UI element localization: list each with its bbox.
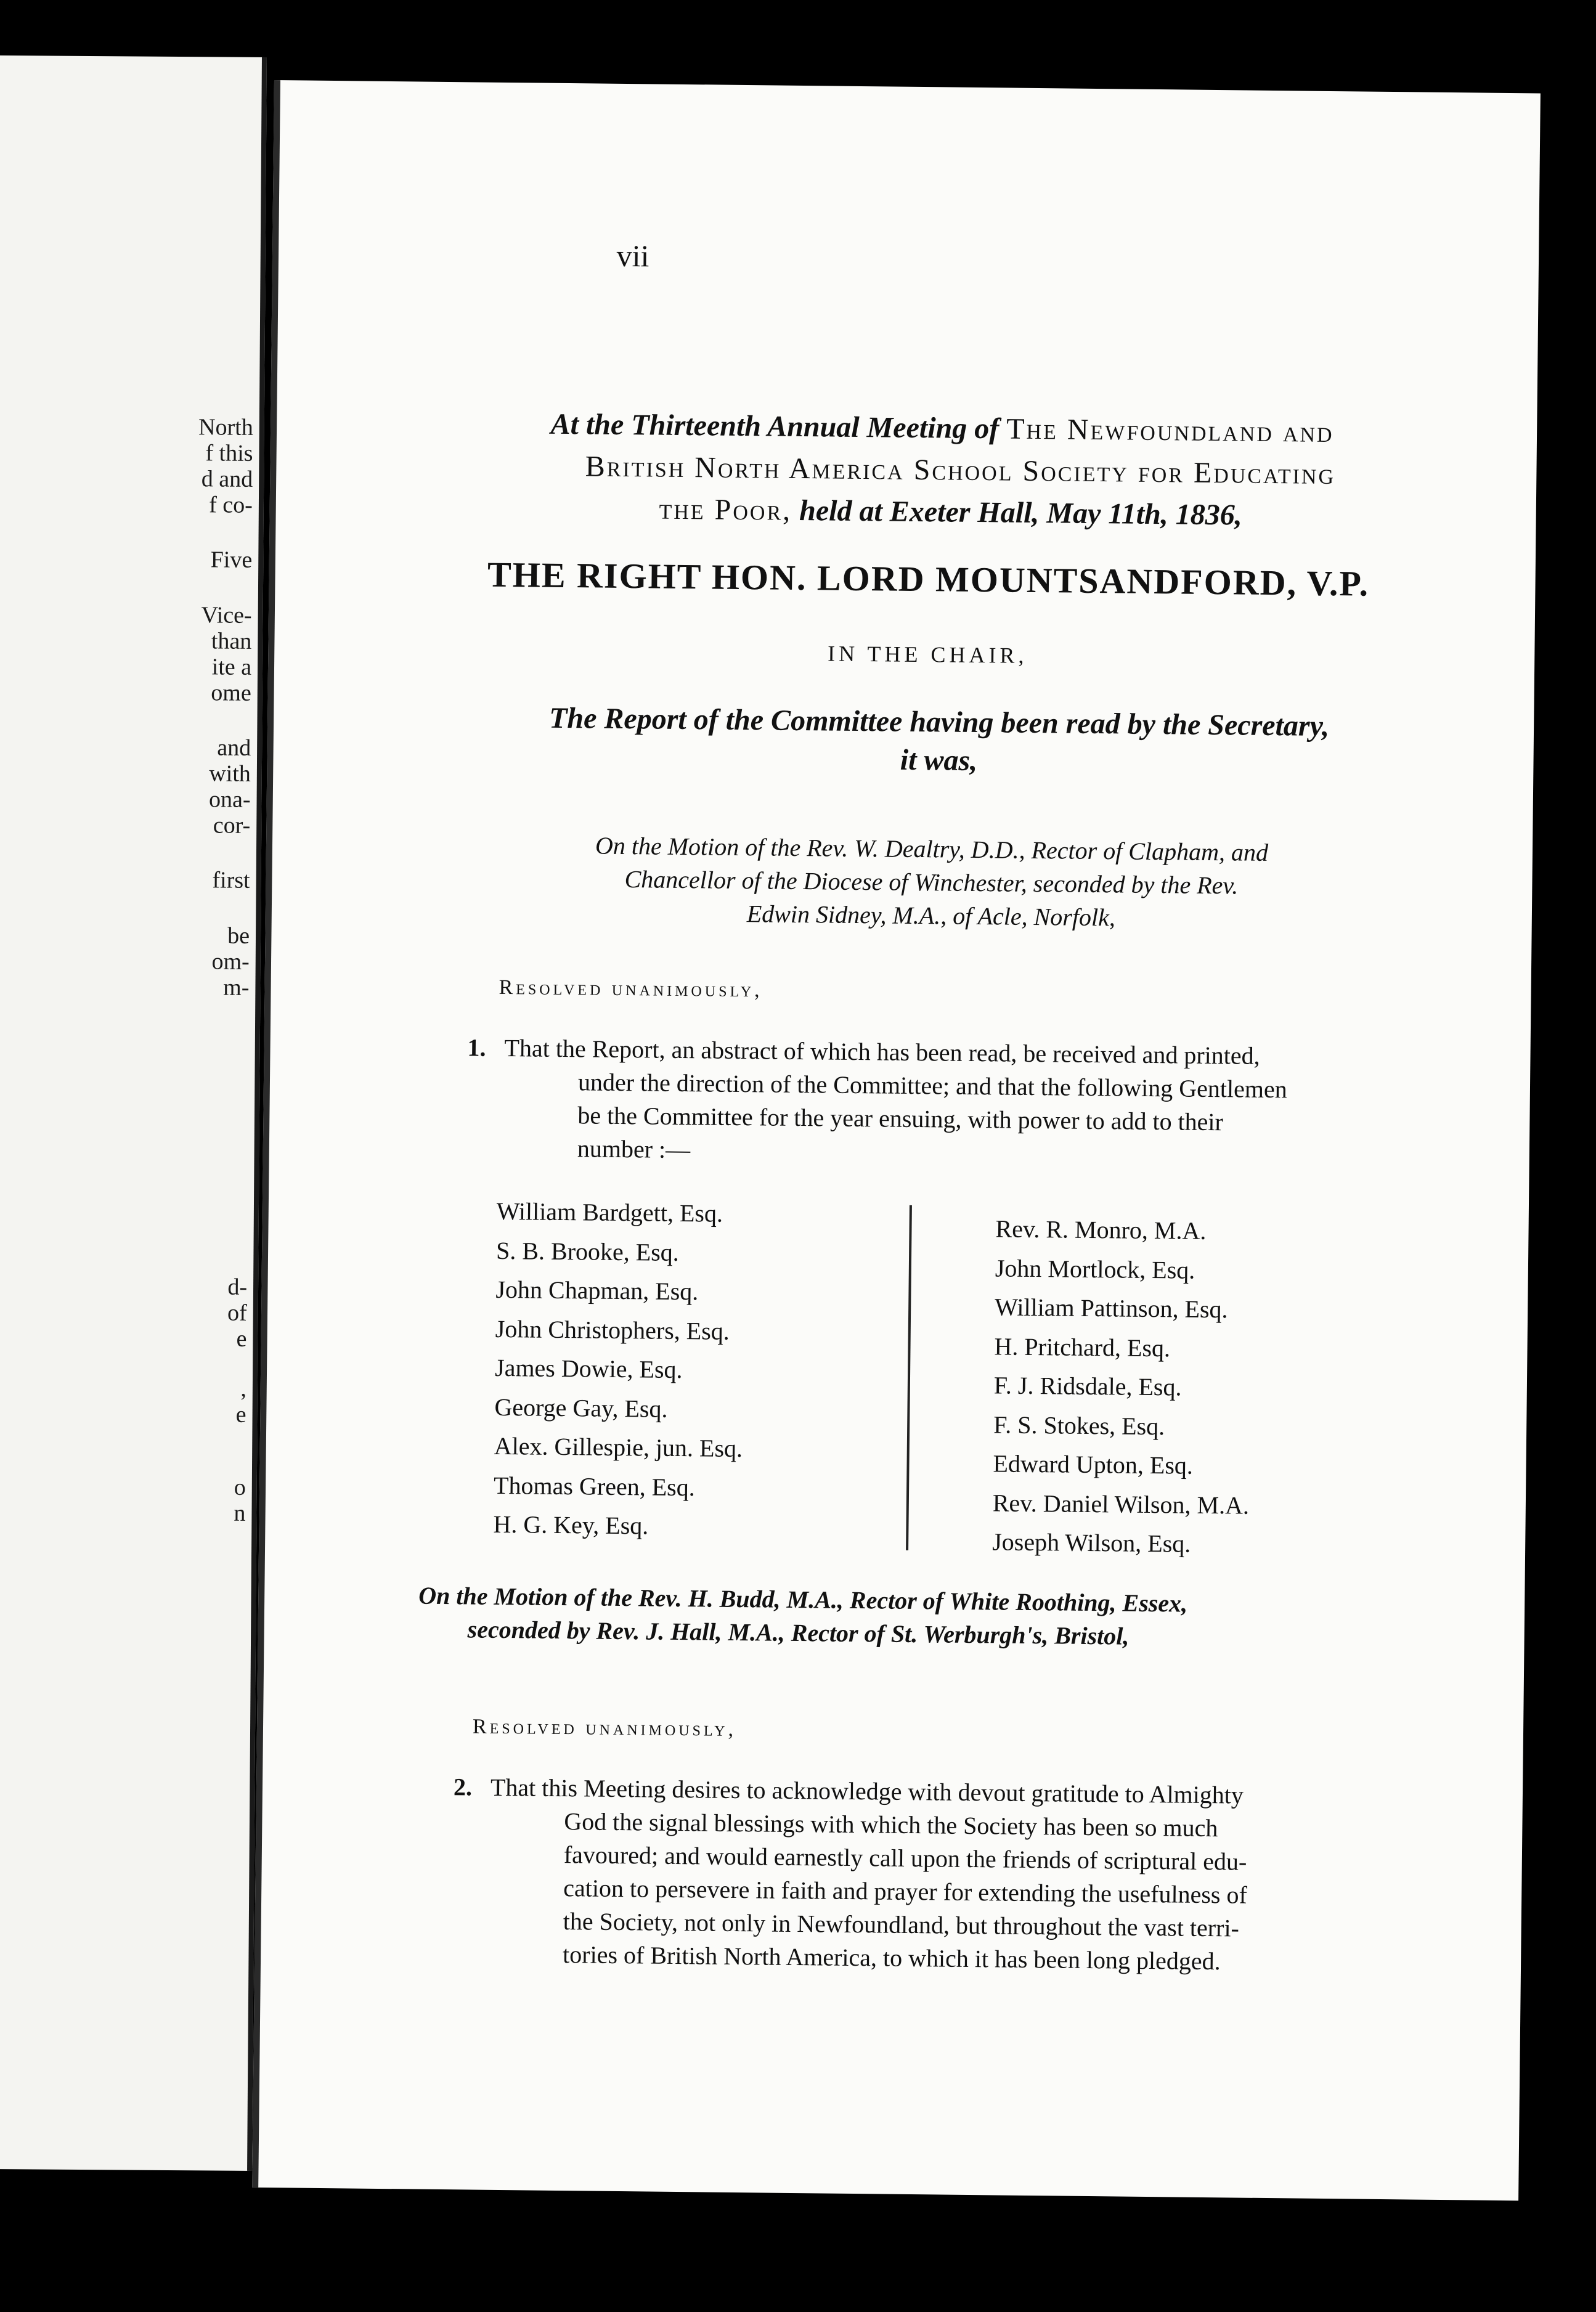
committee-member: Thomas Green, Esq. — [493, 1471, 695, 1501]
heading-italic-3: held at Exeter Hall, May 11th, 1836, — [799, 494, 1243, 532]
margin-text: of — [227, 1300, 247, 1326]
motion-2 — [418, 1579, 1435, 1656]
motion-2-line-2: seconded by Rev. J. Hall, M.A., Rector of St. Werburgh's, Bristol, — [467, 1615, 1130, 1650]
left-page-edge — [0, 55, 267, 2171]
margin-text: be — [227, 922, 250, 949]
margin-text: ona- — [208, 786, 251, 813]
resolution-1-line-2: under the direction of the Committee; and that the following Gentlemen — [577, 1068, 1287, 1104]
page-number: vii — [616, 238, 649, 274]
margin-text: first — [212, 867, 250, 893]
committee-member: Rev. Daniel Wilson, M.A. — [992, 1488, 1250, 1520]
committee-member: William Pattinson, Esq. — [994, 1293, 1228, 1324]
heading-society-1: The Newfoundland and — [1006, 412, 1334, 449]
margin-text: Five — [210, 547, 253, 573]
margin-text: m- — [223, 974, 250, 1001]
margin-text: ome — [211, 680, 251, 706]
committee-list-left — [493, 1192, 745, 1547]
margin-text: e — [235, 1401, 246, 1428]
column-divider — [906, 1205, 912, 1550]
resolution-1-number: 1. — [467, 1033, 486, 1062]
margin-text: with — [209, 760, 251, 787]
committee-member: George Gay, Esq. — [494, 1393, 668, 1423]
committee-member: H. G. Key, Esq. — [493, 1510, 649, 1540]
committee-member: Edward Upton, Esq. — [993, 1449, 1194, 1480]
resolution-2-number: 2. — [453, 1773, 473, 1801]
margin-text: North — [198, 414, 253, 441]
committee-member: Joseph Wilson, Esq. — [991, 1528, 1191, 1558]
resolved-heading-1: Resolved unanimously, — [499, 975, 763, 1002]
resolution-2 — [453, 1771, 1384, 1980]
margin-text: than — [211, 628, 252, 654]
resolved-heading-2: Resolved unanimously, — [472, 1715, 737, 1741]
document-page — [252, 80, 1541, 2200]
committee-member: F. S. Stokes, Esq. — [993, 1410, 1165, 1440]
resolution-1 — [467, 1032, 1392, 1174]
margin-text: f this — [205, 440, 253, 466]
motion-1-line-2: Chancellor of the Diocese of Winchester, seconded by the Rev. — [624, 865, 1239, 900]
motion-1 — [450, 828, 1413, 937]
committee-member: S. B. Brooke, Esq. — [495, 1236, 680, 1266]
margin-text: f co- — [209, 492, 253, 518]
resolution-1-line-3: be the Committee for the year ensuing, with power to add to their — [577, 1101, 1224, 1136]
margin-text: d and — [201, 466, 253, 492]
margin-text: cor- — [213, 812, 251, 839]
resolution-1-line-4: number :— — [577, 1134, 691, 1164]
committee-member: F. J. Ridsdale, Esq. — [993, 1371, 1182, 1401]
committee-member: John Christophers, Esq. — [495, 1314, 730, 1345]
meeting-heading — [460, 402, 1423, 538]
report-note-line-2: it was, — [900, 743, 978, 778]
motion-1-line-1: On the Motion of the Rev. W. Dealtry, D.D., Rector of Clapham, and — [595, 831, 1269, 866]
committee-member: William Bardgett, Esq. — [496, 1197, 723, 1227]
committee-member: James Dowie, Esq. — [494, 1353, 683, 1384]
chair-note: IN THE CHAIR, — [827, 641, 1028, 668]
resolution-2-line-4: cation to persevere in faith and prayer for extending the usefulness of — [563, 1874, 1248, 1909]
margin-text: d- — [227, 1274, 248, 1300]
committee-member: John Mortlock, Esq. — [995, 1253, 1195, 1284]
committee-member: Rev. R. Monro, M.A. — [995, 1215, 1207, 1245]
heading-society-3: the Poor, — [659, 492, 792, 527]
margin-text: n — [234, 1500, 246, 1526]
margin-text: , — [240, 1375, 247, 1402]
resolution-2-line-3: favoured; and would earnestly call upon the friends of scriptural edu- — [563, 1841, 1247, 1876]
report-note-line-1: The Report of the Committee having been read by the Secretary, — [548, 701, 1330, 743]
committee-member: Alex. Gillespie, jun. Esq. — [494, 1431, 743, 1463]
margin-text: om- — [211, 948, 250, 975]
resolution-1-line-1: That the Report, an abstract of which has been read, be received and printed, — [504, 1033, 1260, 1070]
resolution-2-line-1: That this Meeting desires to acknowledge with devout gratitude to Almighty — [490, 1773, 1244, 1809]
motion-1-line-3: Edwin Sidney, M.A., of Acle, Norfolk, — [746, 900, 1116, 932]
committee-member: H. Pritchard, Esq. — [994, 1332, 1171, 1362]
margin-text: and — [217, 735, 251, 761]
resolution-2-line-5: the Society, not only in Newfoundland, but throughout the vast terri- — [563, 1907, 1240, 1942]
heading-society-2: British North America School Society for Educating — [585, 450, 1336, 491]
resolution-2-line-2: God the signal blessings with which the Society has been so much — [564, 1807, 1218, 1842]
margin-text: e — [236, 1325, 247, 1352]
chairman-name: THE RIGHT HON. LORD MOUNTSANDFORD, V.P. — [487, 554, 1370, 604]
resolution-2-line-6: tories of British North America, to which it has been long pledged. — [562, 1940, 1221, 1976]
report-note — [446, 698, 1432, 785]
margin-text: o — [234, 1474, 246, 1500]
motion-2-line-1: On the Motion of the Rev. H. Budd, M.A., Rector of White Roothing, Essex, — [418, 1581, 1188, 1618]
committee-list-right — [992, 1209, 1252, 1564]
heading-italic-1: At the Thirteenth Annual Meeting of — [550, 407, 1000, 446]
margin-text: ite a — [211, 654, 252, 680]
committee-member: John Chapman, Esq. — [495, 1275, 699, 1306]
margin-text: Vice- — [201, 602, 252, 629]
